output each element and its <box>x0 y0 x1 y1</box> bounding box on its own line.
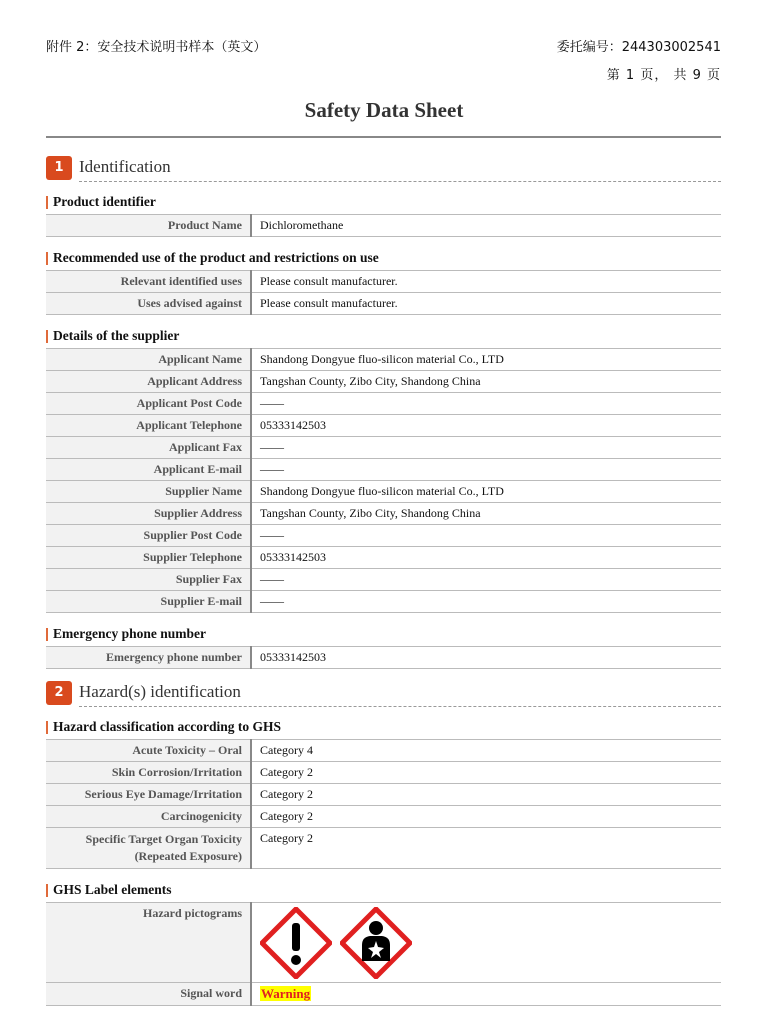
row-key: Carcinogenicity <box>46 806 251 828</box>
table-row <box>46 293 721 315</box>
recommended-use-table <box>46 270 721 315</box>
row-key: Applicant Post Code <box>46 393 251 415</box>
table-row <box>46 525 721 547</box>
row-value: Category 4 <box>251 740 721 762</box>
title-divider <box>46 136 721 138</box>
document-body <box>46 148 721 1006</box>
table-row <box>46 349 721 371</box>
document-title: Safety Data Sheet <box>304 98 464 122</box>
row-key: Serious Eye Damage/Irritation <box>46 784 251 806</box>
row-key: Supplier Fax <box>46 569 251 591</box>
section-divider <box>79 706 721 707</box>
row-key: Skin Corrosion/Irritation <box>46 762 251 784</box>
section-hazard-identification-header <box>46 677 721 709</box>
row-key: Applicant Name <box>46 349 251 371</box>
ghs-label-table <box>46 902 721 1006</box>
table-row <box>46 740 721 762</box>
row-key: Emergency phone number <box>46 647 251 669</box>
section-title: Hazard(s) identification <box>79 682 241 701</box>
row-value: —— <box>251 437 721 459</box>
table-row <box>46 547 721 569</box>
row-key: Specific Target Organ Toxicity (Repeated Exposure) <box>46 828 251 869</box>
row-value: Tangshan County, Zibo City, Shandong China <box>251 371 721 393</box>
row-key: Supplier Address <box>46 503 251 525</box>
page-indicator: 第 1 页， 共 9 页 <box>606 68 721 83</box>
table-row <box>46 503 721 525</box>
row-key: Uses advised against <box>46 293 251 315</box>
row-value: Shandong Dongyue fluo-silicon material Co., LTD <box>251 481 721 503</box>
table-row <box>46 806 721 828</box>
row-value: Please consult manufacturer. <box>251 271 721 293</box>
row-value: —— <box>251 591 721 613</box>
row-key: Applicant Fax <box>46 437 251 459</box>
table-row <box>46 983 721 1006</box>
row-value: Category 2 <box>251 806 721 828</box>
row-key: Hazard pictograms <box>46 903 251 983</box>
table-row <box>46 569 721 591</box>
row-value: 05333142503 <box>251 547 721 569</box>
row-key: Acute Toxicity – Oral <box>46 740 251 762</box>
subheading-supplier-details: Details of the supplier <box>46 328 721 344</box>
row-value: 05333142503 <box>251 647 721 669</box>
row-value: —— <box>251 393 721 415</box>
hazard-pictograms <box>251 903 721 983</box>
row-value: —— <box>251 459 721 481</box>
table-row <box>46 591 721 613</box>
row-value: Shandong Dongyue fluo-silicon material Co., LTD <box>251 349 721 371</box>
section-divider <box>79 181 721 182</box>
row-value: Dichloromethane <box>251 215 721 237</box>
signal-word-cell <box>251 983 721 1006</box>
row-value: Category 2 <box>251 784 721 806</box>
section-number-badge: 1 <box>46 156 72 180</box>
table-row <box>46 371 721 393</box>
subheading-product-identifier: Product identifier <box>46 194 721 210</box>
row-key: Product Name <box>46 215 251 237</box>
supplier-details-table <box>46 348 721 613</box>
row-key: Applicant E-mail <box>46 459 251 481</box>
subheading-hazard-classification: Hazard classification according to GHS <box>46 719 721 735</box>
attachment-label: 附件 2：安全技术说明书样本（英文） <box>46 40 267 55</box>
row-value: —— <box>251 525 721 547</box>
hazard-classification-table <box>46 739 721 869</box>
table-row <box>46 271 721 293</box>
row-value: Category 2 <box>251 828 721 869</box>
table-row <box>46 647 721 669</box>
row-value: Tangshan County, Zibo City, Shandong China <box>251 503 721 525</box>
row-value: 05333142503 <box>251 415 721 437</box>
product-identifier-table <box>46 214 721 237</box>
table-row <box>46 481 721 503</box>
row-key: Supplier E-mail <box>46 591 251 613</box>
table-row <box>46 762 721 784</box>
table-row <box>46 459 721 481</box>
subheading-emergency-phone: Emergency phone number <box>46 626 721 642</box>
section-identification-header <box>46 152 721 184</box>
row-key: Applicant Address <box>46 371 251 393</box>
row-key: Relevant identified uses <box>46 271 251 293</box>
table-row <box>46 393 721 415</box>
section-number-badge: 2 <box>46 681 72 705</box>
row-key: Supplier Name <box>46 481 251 503</box>
subheading-recommended-use: Recommended use of the product and restrictions on use <box>46 250 721 266</box>
health-hazard-icon <box>340 907 412 979</box>
table-row <box>46 437 721 459</box>
table-row <box>46 215 721 237</box>
row-value: —— <box>251 569 721 591</box>
row-value: Category 2 <box>251 762 721 784</box>
table-row <box>46 828 721 869</box>
commission-number: 委托编号：244303002541 <box>556 40 721 55</box>
table-row <box>46 784 721 806</box>
table-row <box>46 415 721 437</box>
signal-word-warning: Warning <box>261 986 311 1001</box>
section-title: Identification <box>79 157 171 176</box>
emergency-phone-table <box>46 646 721 669</box>
table-row <box>46 903 721 983</box>
row-key: Supplier Telephone <box>46 547 251 569</box>
row-key: Supplier Post Code <box>46 525 251 547</box>
row-key: Applicant Telephone <box>46 415 251 437</box>
row-value: Please consult manufacturer. <box>251 293 721 315</box>
subheading-ghs-label-elements: GHS Label elements <box>46 882 721 898</box>
exclamation-mark-icon <box>260 907 332 979</box>
row-key: Signal word <box>46 983 251 1006</box>
